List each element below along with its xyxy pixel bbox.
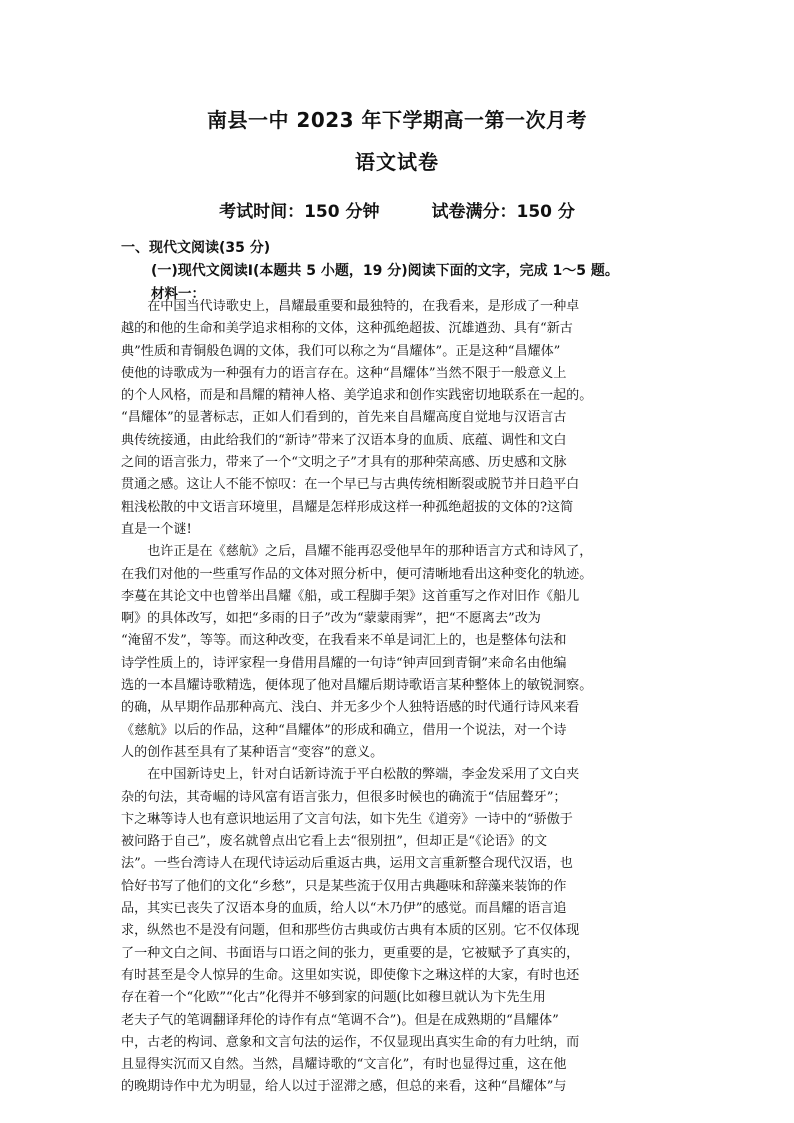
material-label: 材料一： bbox=[151, 286, 205, 302]
passage-line: 在我们对他的一些重写作品的文体对照分析中，便可清晰地看出这种变化的轨迹。 bbox=[121, 566, 593, 582]
passage-line: 越的和他的生命和美学追求相称的文体，这种孤绝超拔、沉雄遒劲、具有“新古 bbox=[121, 321, 573, 337]
passage-line: 直是一个谜! bbox=[121, 521, 192, 537]
passage-line: 典”性质和青铜般色调的文体，我们可以称之为“昌耀体”。正是这种“昌耀体” bbox=[121, 343, 561, 359]
passage-line: 法”。一些台湾诗人在现代诗运动后重返古典，运用文言重新整合现代汉语，也 bbox=[121, 856, 573, 872]
passage-line: 卞之琳等诗人也有意识地运用了文言句法，如卞先生《道旁》一诗中的“骄傲于 bbox=[121, 811, 573, 827]
passage-line: 的个人风格，而是和昌耀的精神人格、美学追求和创作实践密切地联系在一起的。 bbox=[121, 388, 593, 404]
section-sub-heading: (一)现代文阅读Ⅰ(本题共 5 小题，19 分)阅读下面的文字，完成 1～5 题。 bbox=[151, 263, 619, 279]
passage-line: 典传统接通，由此给我们的“新诗”带来了汉语本身的血质、底蕴、调性和文白 bbox=[121, 432, 567, 448]
exam-score: 试卷满分：150 分 bbox=[431, 202, 575, 222]
passage-line: 诗学性质上的，诗评家程一身借用昌耀的一句诗“钟声回到青铜”来命名由他编 bbox=[121, 655, 567, 671]
passage-line: 且显得实沉而又自然。当然，昌耀诗歌的“文言化”，有时也显得过重，这在他 bbox=[121, 1057, 567, 1073]
section-heading: 一、现代文阅读(35 分) bbox=[121, 240, 271, 256]
passage-line: 在中国新诗史上，针对白话新诗流于平白松散的弊端，李金发采用了文白夹 bbox=[147, 767, 580, 783]
passage-line: “淹留不发”，等等。而这种改变，在我看来不单是词汇上的，也是整体句法和 bbox=[121, 633, 567, 649]
passage-line: 杂的句法，其奇崛的诗风富有语言张力，但很多时候也的确流于“佶屈聱牙”； bbox=[121, 789, 567, 805]
exam-meta bbox=[0, 197, 794, 222]
exam-subject: 语文试卷 bbox=[355, 150, 439, 174]
exam-title: 南县一中 2023 年下学期高一第一次月考 bbox=[206, 108, 588, 132]
paragraph-3 bbox=[121, 764, 673, 1098]
passage-line: “昌耀体”的显著标志，正如人们看到的，首先来自昌耀高度自觉地与汉语言古 bbox=[121, 410, 567, 426]
passage-line: 选的一本昌耀诗歌精选，便体现了他对昌耀后期诗歌语言某种整体上的敏锐洞察。 bbox=[121, 678, 593, 694]
passage-line: 在中国当代诗歌史上，昌耀最重要和最独特的，在我看来，是形成了一种卓 bbox=[147, 299, 580, 314]
exam-time: 考试时间：150 分钟 bbox=[219, 202, 380, 222]
passage-line: 使他的诗歌成为一种强有力的语言存在。这种“昌耀体”当然不限于一般意义上 bbox=[121, 365, 567, 381]
paragraph-2 bbox=[121, 541, 673, 764]
passage-line: 也许正是在《慈航》之后，昌耀不能再忍受他早年的那种语言方式和诗风了， bbox=[147, 544, 593, 560]
passage-line: 中，古老的构词、意象和文言句法的运作，不仅显现出真实生命的有力吐纳，而 bbox=[121, 1034, 580, 1050]
passage-line: 存在着一个“化欧”“化古”化得并不够到家的问题(比如穆旦就认为卞先生用 bbox=[121, 990, 546, 1006]
passage-line: 老夫子气的笔调翻译拜伦的诗作有点“笔调不合”)。但是在成熟期的“昌耀体” bbox=[121, 1012, 559, 1028]
passage-line: 有时甚至是令人惊异的生命。这里如实说，即使像卞之琳这样的大家，有时也还 bbox=[121, 967, 580, 983]
passage-line: 李蔓在其论文中也曾举出昌耀《船，或工程脚手架》这首重写之作对旧作《船儿 bbox=[121, 588, 580, 604]
passage-line: 品，其实已丧失了汉语本身的血质，给人以“木乃伊”的感觉。而昌耀的语言追 bbox=[121, 901, 567, 917]
passage-line: 人的创作甚至具有了某种语言“变容”的意义。 bbox=[121, 744, 384, 760]
passage-line: 被问路于自己”，废名就曾点出它看上去“很别扭”，但却正是“《论语》的文 bbox=[121, 834, 548, 850]
reading-passage bbox=[121, 296, 673, 1099]
passage-line: 粗浅松散的中文语言环境里，昌耀是怎样形成这样一种孤绝超拔的文体的?这简 bbox=[121, 499, 574, 515]
passage-line: 了一种文白之间、书面语与口语之间的张力，更重要的是，它被赋予了真实的， bbox=[121, 945, 580, 961]
passage-line: 恰好书写了他们的文化“乡愁”，只是某些流于仅用古典趣味和辞藻来装饰的作 bbox=[121, 878, 567, 894]
passage-line: 贯通之感。这让人不能不惊叹：在一个早已与古典传统相断裂或脱节并日趋平白 bbox=[121, 477, 580, 493]
passage-line: 的确，从早期作品那种高亢、浅白、并无多少个人独特语感的时代通行诗风来看 bbox=[121, 700, 580, 716]
passage-line: 《慈航》以后的作品，这种“昌耀体”的形成和确立，借用一个说法，对一个诗 bbox=[121, 722, 567, 738]
passage-line: 之间的语言张力，带来了一个“文明之子”才具有的那种荣高感、历史感和文脉 bbox=[121, 455, 567, 471]
passage-line: 求，纵然也不是没有问题，但和那些仿古典或仿古典有本质的区别。它不仅体现 bbox=[121, 923, 580, 939]
passage-line: 啊》的具体改写，如把“多雨的日子”改为“蒙蒙雨霁”，把“不愿离去”改为 bbox=[121, 611, 541, 627]
passage-line: 的晚期诗作中尤为明显，给人以过于涩滞之感，但总的来看，这种“昌耀体”与 bbox=[121, 1079, 567, 1095]
paragraph-1 bbox=[121, 296, 673, 541]
